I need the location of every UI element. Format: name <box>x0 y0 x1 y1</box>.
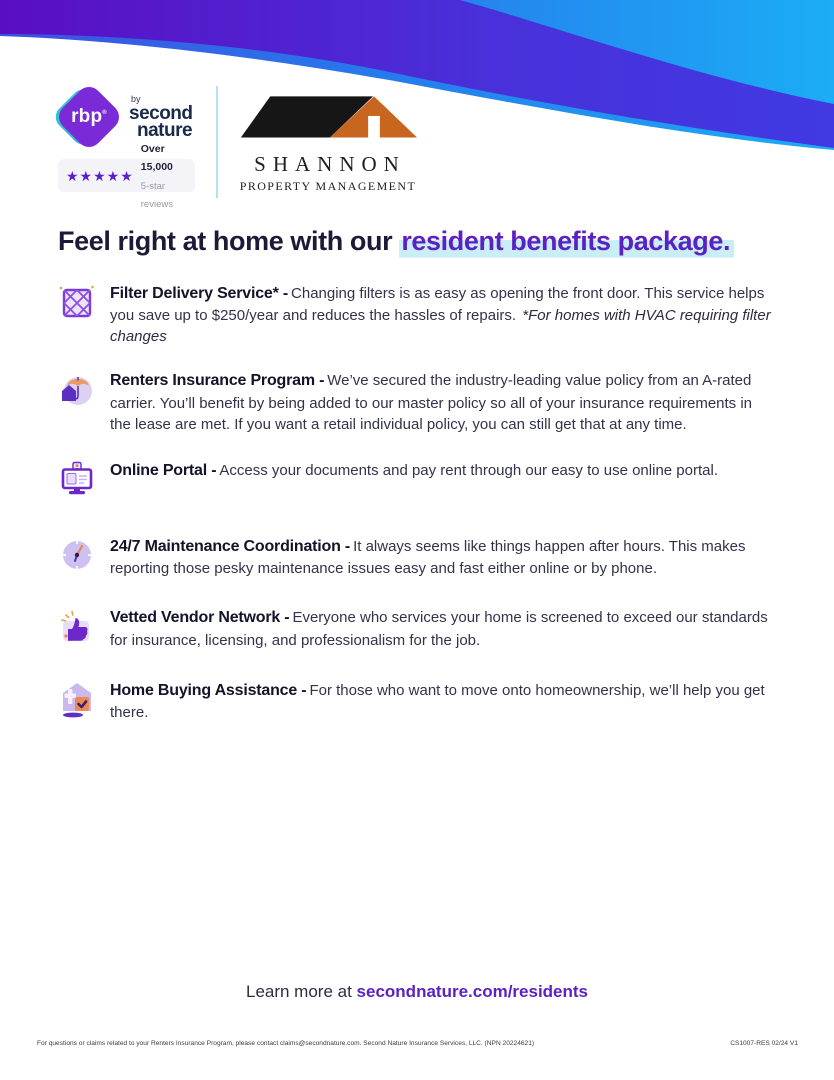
by-label: by <box>131 93 141 104</box>
clock-24-7-icon <box>58 536 96 579</box>
header-logos <box>58 86 421 210</box>
list-item <box>58 607 774 650</box>
insurance-disclaimer: For questions or claims related to your Renters Insurance Program, please contact claims@secondnature.com. Second Nature Insurance Services, LLC. (NPN 20224621) <box>37 1040 535 1047</box>
learn-more-line <box>0 982 834 1002</box>
second-nature-wordmark <box>129 95 193 140</box>
benefit-note: *For homes with HVAC requiring filter changes <box>110 307 771 346</box>
review-badge <box>58 142 195 210</box>
benefit-title: Vetted Vendor Network - <box>110 609 290 627</box>
benefit-body: Changing filters is as easy as opening the front door. This service helps you save up to $250/year and reduces the hassles of repairs. <box>110 285 765 325</box>
brand-line-1: second <box>129 102 193 124</box>
benefit-title: Home Buying Assistance - <box>110 681 307 699</box>
shannon-name: SHANNON <box>254 152 406 176</box>
home-check-icon <box>58 680 96 723</box>
shannon-roof-icon <box>235 86 421 142</box>
brand-line-2: nature <box>137 120 193 141</box>
benefit-body: It always seems like things happen after hours. This makes reporting those pesky maintenance issues easy and fast either online or by phone. <box>110 537 746 578</box>
benefits-list <box>58 283 774 723</box>
thumbs-up-icon <box>58 607 96 650</box>
benefit-body: For those who want to move onto homeownership, we’ll help you get there. <box>110 681 765 721</box>
list-item <box>58 370 774 434</box>
headline-prefix: Feel right at home with our <box>58 226 400 256</box>
review-count: Over 15,000 <box>140 142 173 174</box>
learn-more-link[interactable]: secondnature.com/residents <box>356 982 589 1001</box>
umbrella-insurance-icon <box>58 370 96 434</box>
document-code: CS1007-RES 02/24 V1 <box>730 1040 798 1047</box>
benefit-body: Everyone who services your home is screened to exceed our standards for insurance, licensing, and professionalism for the job. <box>110 609 768 649</box>
rbp-logo-block <box>58 86 208 210</box>
benefit-title: 24/7 Maintenance Coordination - <box>110 537 351 555</box>
benefit-body: Access your documents and pay rent through our easy to use online portal. <box>219 461 718 479</box>
headline-highlight: resident benefits package. <box>399 226 734 258</box>
list-item <box>58 283 774 347</box>
shannon-subtitle: PROPERTY MANAGEMENT <box>239 179 417 193</box>
list-item <box>58 536 774 579</box>
shannon-logo-block <box>235 86 421 194</box>
benefit-title: Filter Delivery Service* - <box>110 285 289 302</box>
list-item <box>58 680 774 723</box>
air-filter-icon <box>58 283 96 347</box>
benefit-body: We’ve secured the industry-leading value policy from an A-rated carrier. You’ll benefit by being added to our master policy so all of your insurance requirements in the lease are met. If you want a retail individual policy, you can still get that at any time. <box>110 372 753 433</box>
learn-more-label: Learn more at <box>245 982 357 1001</box>
logo-divider <box>216 86 218 198</box>
review-label: 5-star reviews <box>140 180 173 210</box>
online-portal-monitor-icon <box>58 460 96 503</box>
five-star-rating-icon: ★★★★★ <box>66 167 134 184</box>
benefit-title: Renters Insurance Program - <box>110 372 325 390</box>
rbp-logo-icon: rbp ® <box>58 86 120 148</box>
page-title <box>58 226 828 257</box>
benefit-title: Online Portal - <box>110 461 217 479</box>
list-item <box>58 460 774 503</box>
